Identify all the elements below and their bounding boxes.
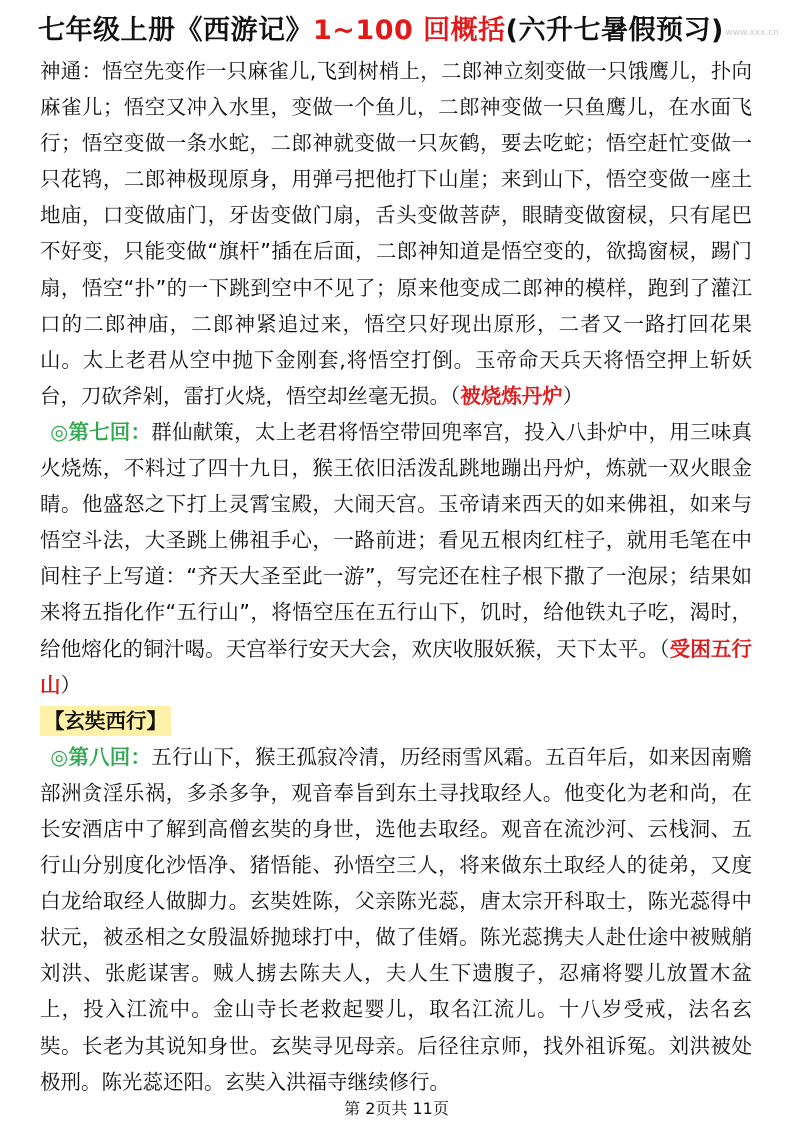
paragraph-chapter-7 — [40, 414, 752, 703]
paren-close: ） — [60, 672, 81, 697]
chapter-tag: 受困五行山 — [40, 636, 753, 697]
chapter-marker: ◎第八回： — [50, 744, 152, 769]
paragraph-text: 神通：悟空先变作一只麻雀儿,飞到树梢上，二郎神立刻变做一只饿鹰儿，扑向麻雀儿；悟空又冲入水里，变做一个鱼儿，二郎神变做一只鱼鹰儿，在水面飞行；悟空变做一条水蛇，二郎神就变做一只灰鹤，要去吃蛇；悟空赶忙变做一只花鸨，二郎神极现原身，用弹弓把他打下山崖；来到山下，悟空变做一座土地庙，口变做庙门，牙齿变做门扇，舌头变做菩萨，眼睛变做窗棂，只有尾巴不好变，只能变做“旗杆”插在后面，二郎神知道是悟空变的，欲捣窗棂，踢门扇，悟空“扑”的一下跳到空中不见了；原来他变成二郎神的模样，跑到了灌江口的二郎神庙，二郎神紧追过来，悟空只好现出原形，二者又一路打回花果山。太上老君从空中抛下金刚套,将悟空打倒。玉帝命天兵天将悟空押上斩妖台，刀砍斧剁，雷打火烧，悟空却丝毫无损。 — [40, 59, 752, 408]
page-number: 第 2页共 11页 — [344, 1099, 449, 1118]
title-red-range: 1~100 回概括 — [313, 15, 506, 46]
section-heading: 【玄奘西行】 — [40, 706, 171, 736]
paragraph-shentong — [40, 53, 752, 414]
paragraph-chapter-8 — [40, 739, 752, 1100]
paren-open: （ — [659, 636, 670, 661]
chapter-marker: ◎第七回： — [50, 419, 152, 444]
paragraph-text: 五行山下，猴王孤寂冷清，历经雨雪风霜。五百年后，如来因南赡部洲贪淫乐祸，多杀多争，观音奉旨到东土寻找取经人。他变化为老和尚，在长安酒店中了解到高僧玄奘的身世，选他去取经。观音在流沙河、云栈洞、五行山分别度化沙悟净、猪悟能、孙悟空三人，将来做东土取经人的徒弟，又度白龙给取经人做脚力。玄奘姓陈，父亲陈光蕊，唐太宗开科取士，陈光蕊得中状元，被丞相之女殷温娇抛球打中，做了佳婿。陈光蕊携夫人赴仕途中被贼艄刘洪、张彪谋害。贼人掳去陈夫人，夫人生下遗腹子，忍痛将婴儿放置木盆上，投入江流中。金山寺长老救起婴儿，取名江流儿。十八岁受戒，法名玄奘。长老为其说知身世。玄奘寻见母亲。后径往京师，找外祖诉冤。刘洪被处极刑。陈光蕊还阳。玄奘入洪福寺继续修行。 — [40, 744, 753, 1094]
paragraph-text: 群仙献策，太上老君将悟空带回兜率宫，投入八卦炉中，用三味真火烧炼，不料过了四十九日，猴王依旧活泼乱跳地蹦出丹炉，炼就一双火眼金睛。他盛怒之下打上灵霄宝殿，大闹天宫。玉帝请来西天的如来佛祖，如来与悟空斗法，大圣跳上佛祖手心，一路前进；看见五根肉红柱子，就用毛笔在中间柱子上写道：“齐天大圣至此一游”，写完还在柱子根下撒了一泡尿；结果如来将五指化作“五行山”，将悟空压在五行山下，饥时，给他铁丸子吃，渴时，给他熔化的铜汁喝。天宫举行安天大会，欢庆收服妖猴，天下太平。 — [40, 419, 753, 661]
page-title — [38, 8, 758, 48]
title-suffix: (六升七暑假预习) — [505, 15, 724, 46]
paren-open: （ — [450, 383, 461, 408]
title-prefix: 七年级上册《西游记》 — [38, 15, 313, 46]
paren-close: ） — [562, 383, 584, 408]
document-body — [40, 53, 752, 1100]
watermark: www.xxx.cn — [725, 28, 779, 38]
chapter-tag: 被烧炼丹炉 — [460, 383, 563, 408]
